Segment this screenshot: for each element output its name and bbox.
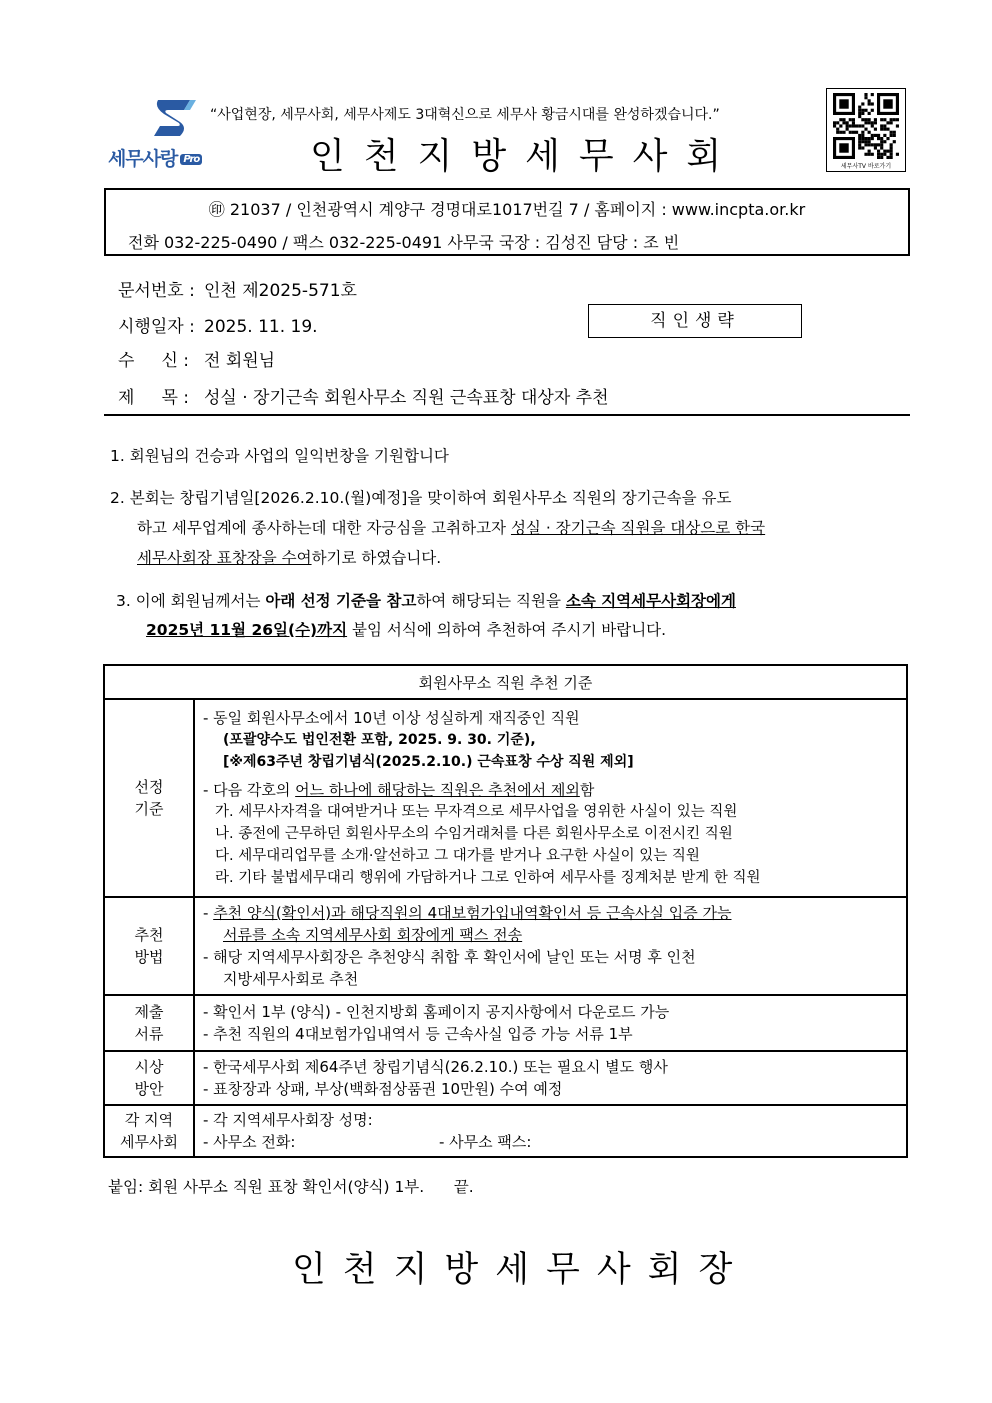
recipient-label: 수 신 :: [118, 351, 189, 371]
attachment-note: 붙임: 회원 사무소 직원 표창 확인서(양식) 1부. 끝.: [108, 1178, 474, 1196]
bold-text: 아래 선정 기준을 참고: [265, 592, 417, 610]
contact-line: 전화 032-225-0490 / 팩스 032-225-0491 사무국 국장 : 김성진 담당 : 조 빈: [128, 233, 680, 252]
qr-code[interactable]: [826, 88, 906, 172]
address-line: ㊞ 21037 / 인천광역시 계양구 경명대로1017번길 7 / 홈페이지 : www.incpta.or.kr: [208, 200, 806, 219]
doc-number-value: 인천 제2025-571호: [204, 281, 357, 301]
paragraph-2-line-1: 2. 본회는 창립기념일[2026.2.10.(월)예정]을 맞이하여 회원사무소 직원의 장기근속을 유도: [110, 489, 732, 507]
row-content: [194, 897, 907, 995]
criteria-table: [103, 664, 908, 1158]
table-title: 회원사무소 직원 추천 기준: [104, 665, 907, 699]
text-line: - 사무소 전화: - 사무소 팩스:: [203, 1133, 532, 1151]
table-row: [104, 1105, 907, 1157]
doc-number-label: 문서번호 :: [118, 281, 195, 301]
doc-number: [118, 276, 357, 301]
table-row: [104, 1051, 907, 1105]
row-label: 선정 기준: [104, 699, 194, 897]
issuer-signature: 인천지방세무사회장: [292, 1250, 750, 1290]
paragraph-2-line-3: 세무사회장 표창장을 수여하기로 하였습니다.: [137, 549, 442, 567]
recipient: [118, 346, 275, 371]
recipient-value: 전 회원님: [204, 351, 276, 371]
row-label: 각 지역 세무사회: [104, 1105, 194, 1157]
highlight-text: 어느 하나에 해당하는 직원은 추천에서 제외: [295, 781, 580, 799]
qr-code-icon: [833, 93, 899, 159]
row-content: [194, 995, 907, 1051]
text-line: - 동일 회원사무소에서 10년 이상 성실하게 재직중인 직원: [203, 709, 580, 727]
row-label: 시상 방안: [104, 1051, 194, 1105]
slogan: “사업현장, 세무사회, 세무사제도 3대혁신으로 세무사 황금시대를 완성하겠습니다.”: [210, 107, 720, 123]
deadline-text: 2025년 11월 26일(수)까지: [146, 621, 348, 639]
text-line: 가. 세무사자격을 대여받거나 또는 무자격으로 세무사업을 영위한 사실이 있는 직원: [215, 804, 738, 820]
subject-label: 제 목 :: [118, 388, 189, 408]
address-box: [104, 188, 910, 256]
text-line: (포괄양수도 법인전환 포함, 2025. 9. 30. 기준),: [223, 732, 536, 748]
issue-date-label: 시행일자 :: [118, 317, 195, 337]
logo-text: 세무사랑 Pro: [108, 144, 202, 171]
highlight-text: 성실 · 장기근속 직원을 대상으로 한국: [510, 519, 766, 537]
text-line: 지방세무사회로 추천: [223, 970, 359, 988]
subject: [118, 383, 609, 408]
text-line: 다. 세무대리업무를 소개·알선하고 그 대가를 받거나 요구한 사실이 있는 직원: [215, 848, 700, 864]
text-line: - 다음 각호의 어느 하나에 해당하는 직원은 추천에서 제외함: [203, 781, 595, 799]
paragraph-3-line-2: 2025년 11월 26일(수)까지 붙임 서식에 의하여 추천하여 주시기 바랍니다.: [146, 621, 667, 639]
row-label: 추천 방법: [104, 897, 194, 995]
row-content: [194, 1051, 907, 1105]
divider: [104, 414, 910, 416]
text-line: - 해당 지역세무사회장은 추천양식 취합 후 확인서에 날인 또는 서명 후 인천: [203, 948, 696, 966]
logo-icon: [150, 96, 202, 140]
paragraph-1: 1. 회원님의 건승과 사업의 일익번창을 기원합니다: [110, 447, 449, 465]
text-line: 나. 종전에 근무하던 회원사무소의 수임거래처를 다른 회원사무소로 이전시킨 직원: [215, 826, 733, 842]
organization-title: 인천지방세무사회: [310, 136, 741, 177]
qr-caption: 세무사TV 바로가기: [840, 163, 892, 170]
table-row: [104, 995, 907, 1051]
text-line: [※제63주년 창립기념식(2025.2.10.) 근속표창 수상 직원 제외]: [223, 754, 634, 770]
highlight-text: 소속 지역세무사회장에게: [565, 592, 736, 610]
subject-value: 성실 · 장기근속 회원사무소 직원 근속표창 대상자 추천: [204, 388, 609, 408]
table-row: [104, 699, 907, 897]
issue-date: [118, 312, 318, 337]
seal-omitted-badge: 직인생략: [588, 304, 802, 338]
text-line: - 추천 양식(확인서)과 해당직원의 4대보험가입내역확인서 등 근속사실 입증 가능: [203, 904, 732, 922]
highlight-text: 세무사회장 표창장을 수여: [137, 549, 312, 567]
highlight-text: 서류를 소속 지역세무사회 회장에게 팩스 전송: [223, 926, 523, 944]
row-label: 제출 서류: [104, 995, 194, 1051]
text-line: - 표창장과 상패, 부상(백화점상품권 10만원) 수여 예정: [203, 1080, 563, 1098]
text-line: - 각 지역세무사회장 성명:: [203, 1111, 373, 1129]
table-row: [104, 897, 907, 995]
text-line: 라. 기타 불법세무대리 행위에 가담하거나 그로 인하여 세무사를 징계처분 받게 한 직원: [215, 870, 761, 886]
row-content: [194, 699, 907, 897]
row-content: [194, 1105, 907, 1157]
paragraph-3-line-1: 3. 이에 회원님께서는 아래 선정 기준을 참고하여 해당되는 직원을 소속 지역세무사회장에게: [116, 592, 736, 610]
highlight-text: 추천 양식(확인서)과 해당직원의 4대보험가입내역확인서 등 근속사실 입증 가능: [213, 904, 732, 922]
text-line: - 추천 직원의 4대보험가입내역서 등 근속사실 입증 가능 서류 1부: [203, 1025, 633, 1043]
paragraph-2-line-2: 하고 세무업계에 종사하는데 대한 자긍심을 고취하고자 성실 · 장기근속 직원을 대상으로 한국: [137, 519, 766, 537]
issue-date-value: 2025. 11. 19.: [204, 317, 318, 337]
table-header-row: [104, 665, 907, 699]
text-line: - 한국세무사회 제64주년 창립기념식(26.2.10.) 또는 필요시 별도 행사: [203, 1058, 668, 1076]
text-line: - 확인서 1부 (양식) - 인천지방회 홈페이지 공지사항에서 다운로드 가능: [203, 1003, 670, 1021]
